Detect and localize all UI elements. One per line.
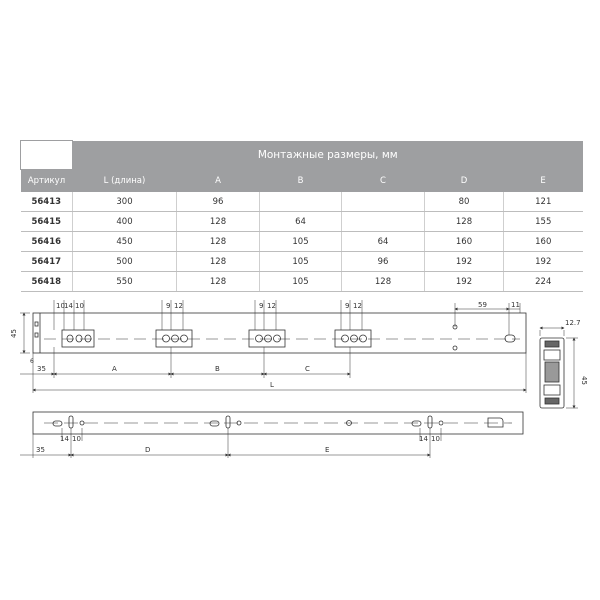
dim-14: 14 (64, 302, 73, 310)
column-header: A (177, 170, 260, 193)
bottom-rail (33, 412, 523, 434)
table-cell: 160 (425, 232, 504, 252)
dim-10a: 10 (56, 302, 65, 310)
article-cell: 56415 (21, 212, 73, 232)
dim-10b: 10 (75, 302, 84, 310)
table-cell: 224 (504, 272, 583, 292)
article-cell: 56416 (21, 232, 73, 252)
bottom-rail-end-tab (488, 418, 503, 427)
dim-12-3: 12 (353, 302, 362, 310)
dim-6: 6 (30, 358, 34, 365)
table-cell: 128 (425, 212, 504, 232)
profile-width: 12.7 (565, 319, 581, 327)
dim-9-2: 9 (259, 302, 264, 310)
profile-height: 45 (580, 376, 588, 385)
bracket-2 (249, 330, 285, 347)
table-cell: 64 (342, 232, 425, 252)
table-cell: 500 (73, 252, 177, 272)
dim-10-br: 10 (431, 435, 440, 443)
bracket-1 (156, 330, 192, 347)
table-cell: 192 (425, 272, 504, 292)
article-cell: 56417 (21, 252, 73, 272)
dim-12-2: 12 (267, 302, 276, 310)
table-cell: 128 (177, 232, 260, 252)
table-cell: 128 (177, 212, 260, 232)
dim-c: C (305, 365, 310, 373)
table-cell: 160 (504, 232, 583, 252)
dim-a: A (112, 365, 117, 373)
table-cell: 121 (504, 192, 583, 212)
table-cell: 105 (260, 272, 342, 292)
dim-59: 59 (478, 301, 487, 309)
table-cell: 128 (342, 272, 425, 292)
column-header: L (длина) (73, 170, 177, 193)
dim-9-3: 9 (345, 302, 350, 310)
article-cell: 56418 (21, 272, 73, 292)
dim-l: L (270, 381, 274, 389)
table-cell: 105 (260, 252, 342, 272)
table-cell: 80 (425, 192, 504, 212)
right-slot (505, 335, 515, 342)
dim-e: E (325, 446, 330, 454)
left-small-hole (35, 322, 38, 326)
article-cell: 56413 (21, 192, 73, 212)
table-cell: 400 (73, 212, 177, 232)
table-cell: 192 (504, 252, 583, 272)
dim-b: B (215, 365, 220, 373)
dim-45-top: 45 (10, 329, 18, 338)
profile-view (540, 328, 578, 408)
table-cell: 550 (73, 272, 177, 292)
dim-14-bl: 14 (60, 435, 69, 443)
table-cell: 155 (504, 212, 583, 232)
table-cell: 450 (73, 232, 177, 252)
table-cell: 64 (260, 212, 342, 232)
table-cell: 128 (177, 252, 260, 272)
bracket-3 (335, 330, 371, 347)
dim-10-bl: 10 (72, 435, 81, 443)
table-cell: 128 (177, 272, 260, 292)
column-header: B (260, 170, 342, 193)
column-header: E (504, 170, 583, 193)
column-header: C (342, 170, 425, 193)
table-cell: 96 (342, 252, 425, 272)
table-cell: 300 (73, 192, 177, 212)
table-cell: 105 (260, 232, 342, 252)
top-rail (33, 313, 526, 353)
table-cell: 192 (425, 252, 504, 272)
dim-d: D (145, 446, 151, 454)
dim-12-1: 12 (174, 302, 183, 310)
column-header: Артикул (21, 170, 73, 193)
dim-9-1: 9 (166, 302, 171, 310)
dim-35-bottom: 35 (36, 446, 45, 454)
dim-11: 11 (511, 301, 520, 309)
column-header: D (425, 170, 504, 193)
table-cell: 96 (177, 192, 260, 212)
group-header: Монтажные размеры, мм (73, 141, 583, 170)
dim-35-top: 35 (37, 365, 46, 373)
dim-14-br: 14 (419, 435, 428, 443)
bottom-rail-dims (20, 428, 441, 458)
